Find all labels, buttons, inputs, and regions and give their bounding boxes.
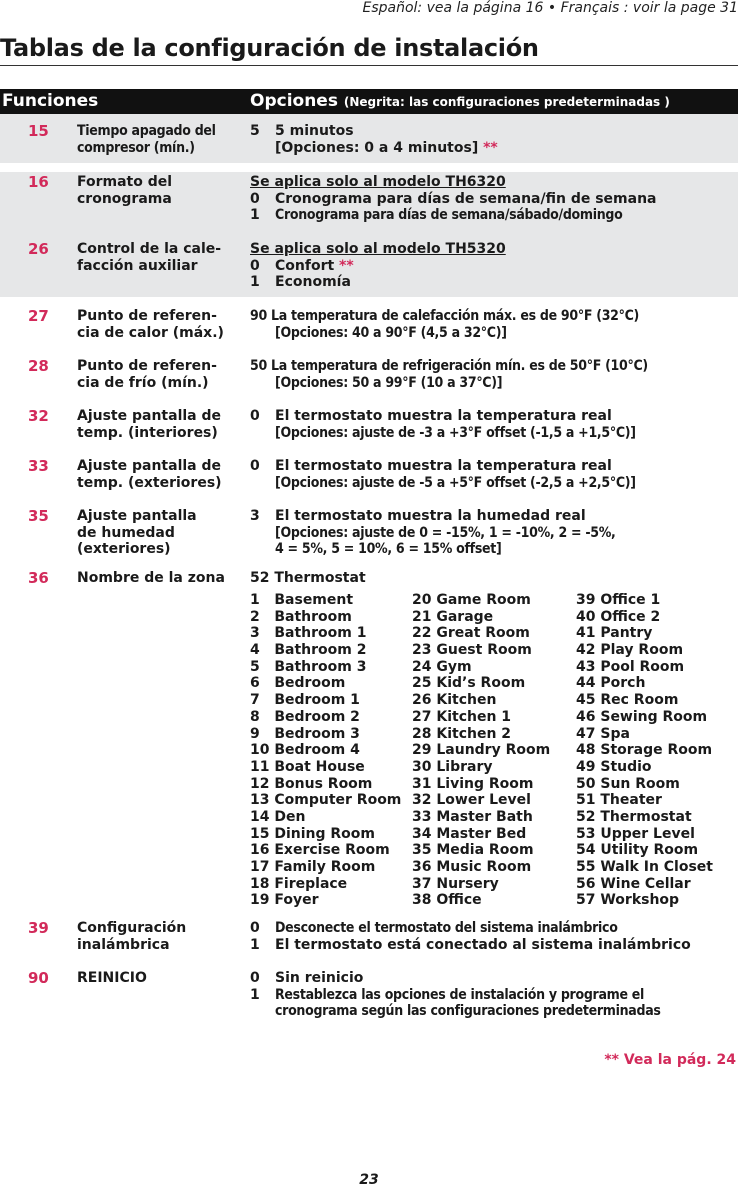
function-options: 90 La temperatura de calefacción máx. es de 90°F (32°C) [Opciones: 40 a 90°F (4,5 a 32°C)] — [250, 308, 640, 341]
page-title: Tablas de la configuración de instalación — [0, 34, 539, 62]
zone-name-item: 30 Library — [412, 758, 493, 775]
zone-name-item: 51 Theater — [576, 792, 662, 809]
zone-name-item: 14 Den — [250, 808, 306, 825]
footnote-marker: ** — [339, 257, 354, 274]
zone-name-item: 35 Media Room — [412, 842, 534, 859]
model-note: Se aplica solo al modelo TH5320 — [250, 241, 506, 257]
zone-name-item: 8 Bedroom 2 — [250, 708, 360, 725]
function-name: REINICIO — [77, 970, 147, 986]
functions-column-header: Funciones — [2, 91, 99, 111]
zone-name-item: 28 Kitchen 2 — [412, 725, 512, 742]
zone-name-item: 5 Bathroom 3 — [250, 658, 367, 675]
function-name: Nombre de la zona — [77, 570, 225, 586]
title-divider — [0, 65, 738, 66]
function-name: Formato del cronograma — [77, 174, 173, 207]
function-options: 0 Sin reinicio 1 Restablezca las opciones de instalación y programe el cronograma según las configuraciones predeterminadas — [250, 970, 661, 1020]
zone-name-item: 25 Kid’s Room — [412, 675, 526, 692]
zone-name-item: 49 Studio — [576, 758, 652, 775]
zone-name-item: 7 Bedroom 1 — [250, 692, 360, 709]
zone-name-item: 2 Bathroom — [250, 608, 352, 625]
function-name: Punto de referen- cia de frío (mín.) — [77, 358, 217, 391]
zone-name-item: 38 Office — [412, 892, 482, 909]
zone-name-item: 56 Wine Cellar — [576, 875, 691, 892]
zone-name-item: 6 Bedroom — [250, 675, 346, 692]
zone-name-item: 47 Spa — [576, 725, 630, 742]
zone-column-1 — [250, 592, 401, 909]
zone-name-item: 20 Game Room — [412, 592, 531, 608]
zone-name-item: 57 Workshop — [576, 892, 680, 909]
function-options: 0 El termostato muestra la temperatura real [Opciones: ajuste de -5 a +5°F offset (-2,5 a +2,5°C)] — [250, 458, 636, 491]
zone-column-2 — [412, 592, 550, 909]
zone-name-item: 4 Bathroom 2 — [250, 642, 367, 659]
function-number: 32 — [28, 407, 49, 425]
zone-name-item: 54 Utility Room — [576, 842, 699, 859]
zone-name-item: 53 Upper Level — [576, 825, 695, 842]
function-options: 50 La temperatura de refrigeración mín. es de 50°F (10°C) [Opciones: 50 a 99°F (10 a 37°C)] — [250, 358, 648, 391]
zone-name-item: 46 Sewing Room — [576, 708, 708, 725]
zone-name-item: 41 Pantry — [576, 625, 653, 642]
footnote: ** Vea la pág. 24 — [604, 1052, 736, 1068]
footnote-marker: ** — [483, 139, 498, 156]
function-name: Ajuste pantalla de temp. (interiores) — [77, 408, 222, 441]
zone-name-item: 27 Kitchen 1 — [412, 708, 512, 725]
options-column-header: Opciones (Negrita: las configuraciones predeterminadas ) — [250, 91, 670, 111]
table-header-bar — [0, 89, 738, 114]
zone-name-item: 22 Great Room — [412, 625, 530, 642]
zone-name-item: 36 Music Room — [412, 859, 532, 875]
function-number: 90 — [28, 969, 49, 987]
zone-name-item: 12 Bonus Room — [250, 775, 373, 792]
function-name: Control de la cale- facción auxiliar — [77, 241, 222, 274]
function-options: Se aplica solo al modelo TH6320 0 Cronograma para días de semana/fin de semana 1 Cronograma para días de semana/sábado/domingo — [250, 174, 657, 224]
function-options: Se aplica solo al modelo TH5320 0 Confort ** 1 Economía — [250, 241, 506, 291]
zone-name-item: 42 Play Room — [576, 642, 684, 659]
function-name: Ajuste pantalla de humedad (exteriores) — [77, 508, 197, 558]
function-number: 35 — [28, 507, 49, 525]
zone-name-item: 11 Boat House — [250, 758, 365, 775]
function-number: 16 — [28, 173, 49, 191]
zone-name-item: 34 Master Bed — [412, 825, 527, 842]
zone-name-item: 1 Basement — [250, 592, 354, 608]
zone-name-item: 15 Dining Room — [250, 825, 376, 842]
zone-name-item: 33 Master Bath — [412, 808, 533, 825]
zone-name-item: 39 Office 1 — [576, 592, 661, 608]
zone-name-item: 18 Fireplace — [250, 875, 348, 892]
zone-column-3 — [576, 592, 713, 909]
zone-name-item: 50 Sun Room — [576, 775, 680, 792]
function-number: 26 — [28, 240, 49, 258]
zone-name-item: 16 Exercise Room — [250, 842, 390, 859]
language-reference-note: Español: vea la página 16 • Français : voir la page 31 — [362, 0, 738, 16]
zone-name-item: 55 Walk In Closet — [576, 859, 713, 875]
zone-name-item: 40 Office 2 — [576, 608, 661, 625]
function-options: 0 Desconecte el termostato del sistema inalámbrico 1 El termostato está conectado al sistema inalámbrico — [250, 920, 691, 953]
zone-name-item: 19 Foyer — [250, 892, 319, 909]
function-number: 15 — [28, 122, 49, 140]
function-number: 27 — [28, 307, 49, 325]
function-name: Configuración inalámbrica — [77, 920, 187, 953]
defaults-note: (Negrita: las configuraciones predeterminadas ) — [343, 95, 670, 109]
zone-name-item: 26 Kitchen — [412, 692, 497, 709]
function-name: Tiempo apagado del compresor (mín.) — [77, 123, 216, 156]
function-options: 0 El termostato muestra la temperatura real [Opciones: ajuste de -3 a +3°F offset (-1,5 a +1,5°C)] — [250, 408, 636, 441]
zone-name-item: 48 Storage Room — [576, 742, 713, 759]
function-options: 3 El termostato muestra la humedad real [Opciones: ajuste de 0 = -15%, 1 = -10%, 2 = -5%, 4 = 5%, 5 = 10%, 6 = 15% offset] — [250, 508, 616, 558]
zone-name-item: 17 Family Room — [250, 859, 376, 875]
function-name: Ajuste pantalla de temp. (exteriores) — [77, 458, 222, 491]
zone-name-item: 9 Bedroom 3 — [250, 725, 360, 742]
zone-name-item: 37 Nursery — [412, 875, 499, 892]
function-number: 28 — [28, 357, 49, 375]
page-number: 23 — [359, 1172, 379, 1188]
zone-name-item: 32 Lower Level — [412, 792, 531, 809]
zone-name-item: 13 Computer Room — [250, 792, 402, 809]
zone-name-item: 31 Living Room — [412, 775, 534, 792]
zone-name-item: 3 Bathroom 1 — [250, 625, 367, 642]
function-number: 33 — [28, 457, 49, 475]
zone-name-item: 24 Gym — [412, 658, 472, 675]
function-options: 5 5 minutos [Opciones: 0 a 4 minutos] ** — [250, 123, 498, 156]
zone-name-item: 10 Bedroom 4 — [250, 742, 360, 759]
zone-name-item: 52 Thermostat — [576, 808, 692, 825]
zone-name-item: 44 Porch — [576, 675, 646, 692]
zone-name-item: 45 Rec Room — [576, 692, 679, 709]
function-number: 39 — [28, 919, 49, 937]
function-name: Punto de referen- cia de calor (máx.) — [77, 308, 224, 341]
zone-name-item: 21 Garage — [412, 608, 494, 625]
zone-name-item: 23 Guest Room — [412, 642, 532, 659]
zone-name-item: 43 Pool Room — [576, 658, 685, 675]
function-number: 36 — [28, 569, 49, 587]
function-options: 52 Thermostat — [250, 570, 366, 586]
zone-name-item: 29 Laundry Room — [412, 742, 551, 759]
model-note: Se aplica solo al modelo TH6320 — [250, 174, 506, 190]
